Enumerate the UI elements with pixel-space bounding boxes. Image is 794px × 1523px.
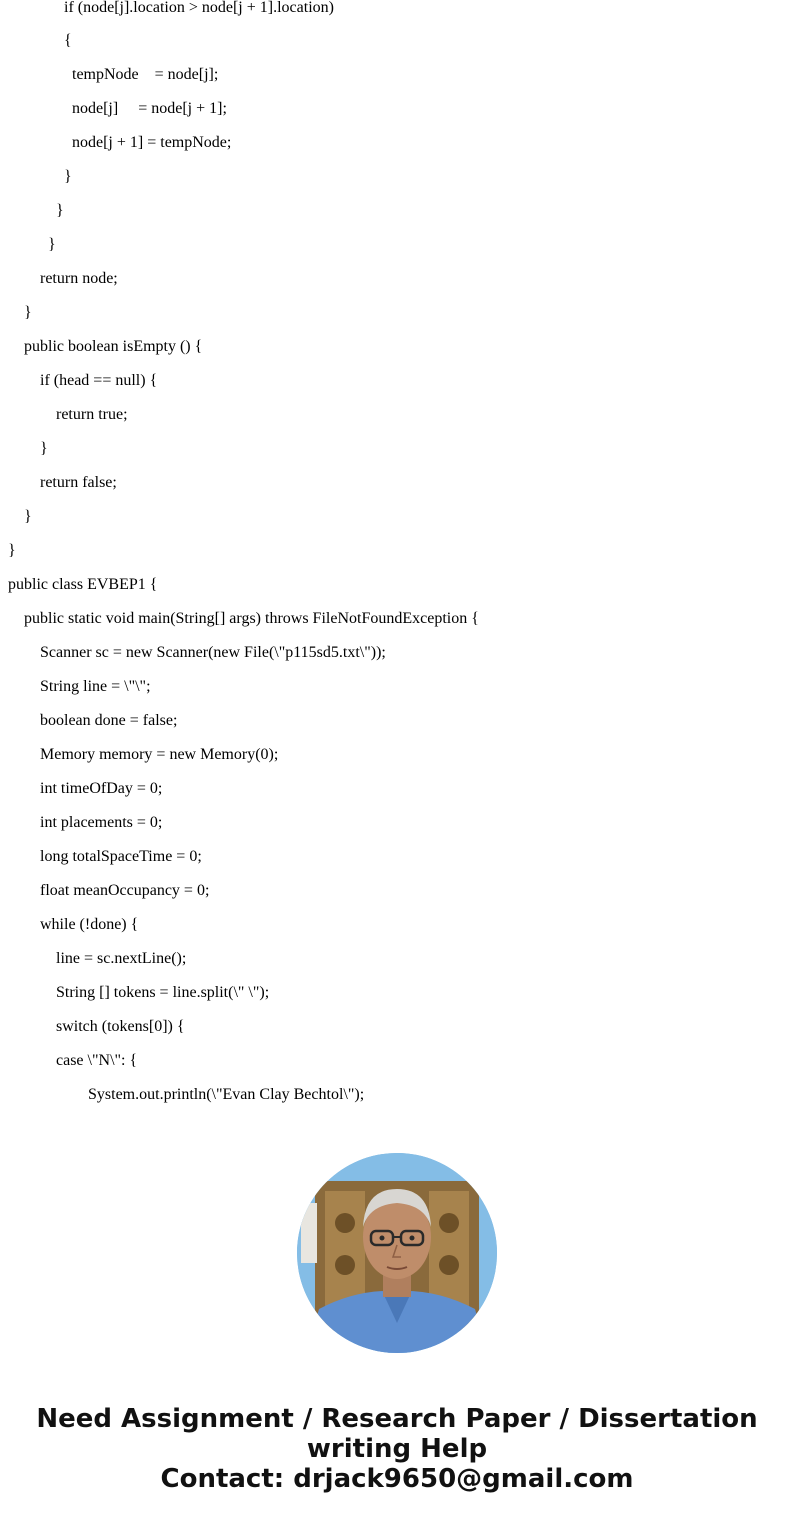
code-line: if (head == null) { xyxy=(40,372,158,389)
code-line: public boolean isEmpty () { xyxy=(24,338,203,355)
code-line: String [] tokens = line.split(\" \"); xyxy=(56,984,270,1001)
code-line: node[j + 1] = tempNode; xyxy=(72,134,232,151)
code-line: case \"N\": { xyxy=(56,1052,138,1069)
avatar xyxy=(297,1153,497,1353)
code-line: boolean done = false; xyxy=(40,712,178,729)
code-line: } xyxy=(24,508,32,525)
code-line: } xyxy=(48,236,56,253)
code-line: public class EVBEP1 { xyxy=(8,576,158,593)
promo-banner xyxy=(0,1404,794,1494)
code-line: return node; xyxy=(40,270,118,287)
code-line: } xyxy=(64,168,72,185)
code-line: } xyxy=(56,202,64,219)
code-line: return false; xyxy=(40,474,117,491)
promo-line-help: Need Assignment / Research Paper / Dissertation xyxy=(36,1404,758,1434)
code-line: Memory memory = new Memory(0); xyxy=(40,746,279,763)
code-line: node[j] = node[j + 1]; xyxy=(72,100,227,117)
code-line: int placements = 0; xyxy=(40,814,163,831)
code-line: switch (tokens[0]) { xyxy=(56,1018,185,1035)
code-line: } xyxy=(40,440,48,457)
promo-contact-email: Contact: drjack9650@gmail.com xyxy=(160,1464,634,1494)
code-line: String line = \"\"; xyxy=(40,678,151,695)
code-line: while (!done) { xyxy=(40,916,139,933)
code-line: line = sc.nextLine(); xyxy=(56,950,187,967)
person-photo-icon xyxy=(297,1153,497,1353)
code-line: { xyxy=(64,32,72,49)
code-line: tempNode = node[j]; xyxy=(72,66,219,83)
code-line: if (node[j].location > node[j + 1].location) xyxy=(64,0,334,16)
code-line: long totalSpaceTime = 0; xyxy=(40,848,202,865)
code-line: System.out.println(\"Evan Clay Bechtol\"); xyxy=(88,1086,365,1103)
code-line: Scanner sc = new Scanner(new File(\"p115sd5.txt\")); xyxy=(40,644,386,661)
promo-line-writing: writing Help xyxy=(306,1434,488,1464)
code-line: return true; xyxy=(56,406,128,423)
code-line: } xyxy=(24,304,32,321)
code-line: float meanOccupancy = 0; xyxy=(40,882,210,899)
code-line: } xyxy=(8,542,16,559)
code-line: int timeOfDay = 0; xyxy=(40,780,163,797)
code-line: public static void main(String[] args) throws FileNotFoundException { xyxy=(24,610,479,627)
